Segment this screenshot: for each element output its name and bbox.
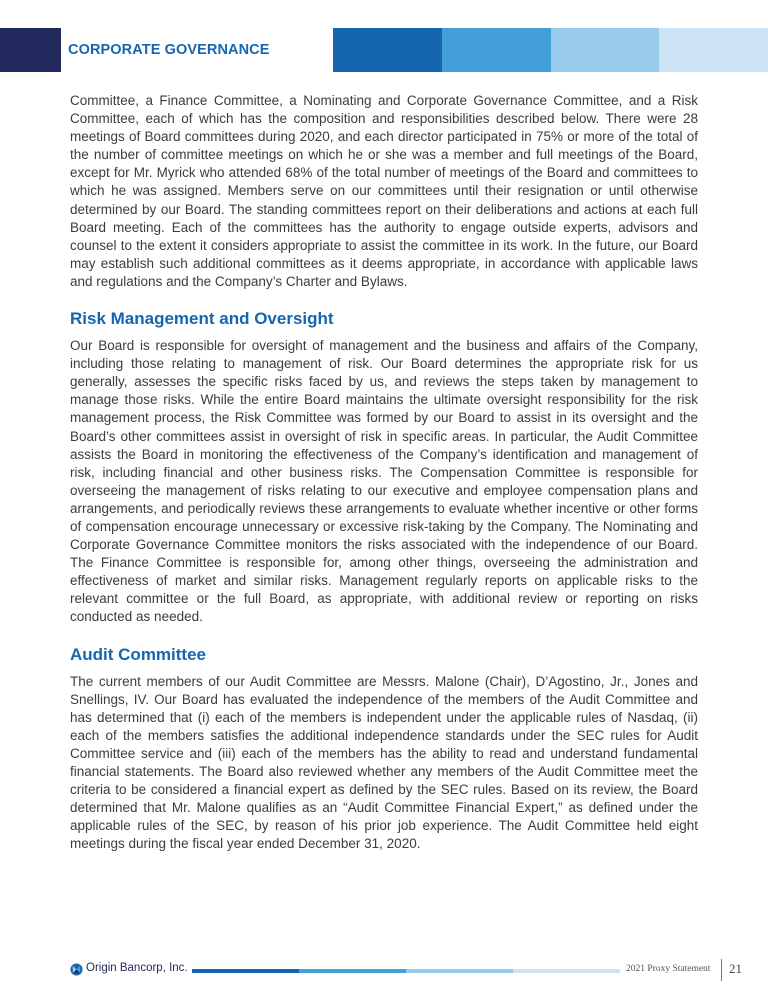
document-label: 2021 Proxy Statement: [626, 964, 711, 974]
header-band-3: [551, 28, 660, 72]
footer-divider: [721, 959, 722, 981]
page-footer: [0, 956, 768, 986]
section-title: CORPORATE GOVERNANCE: [68, 42, 270, 58]
heading-risk-management: Risk Management and Oversight: [70, 309, 334, 329]
footer-band-3: [406, 969, 513, 973]
footer-band-1: [192, 969, 299, 973]
origin-logo-icon: [70, 963, 83, 976]
header-accent-block: [0, 28, 61, 72]
footer-band-4: [513, 969, 620, 973]
audit-committee-paragraph: The current members of our Audit Committee are Messrs. Malone (Chair), D’Agostino, Jr., Jones and Snellings, IV. Our Board has evaluated the independence of the members of the Audit Committee and has determined that (i) each of the members is independent under the applicable rules of Nasdaq, (ii) each of the members satisfies the additional independence standards under the SEC rules for Audit Committee service and (iii) each of the members has the ability to read and understand fundamental financial statements. The Board also reviewed whether any members of the Audit Committee meet the criteria to be considered a financial expert as defined by the SEC rules. Based on its review, the Board determined that Mr. Malone qualifies as an “Audit Committee Financial Expert,” as defined under the applicable rules of the SEC, by reason of his prior job experience. The Audit Committee held eight meetings during the fiscal year ended December 31, 2020.: [70, 673, 698, 852]
footer-color-bands: [192, 969, 620, 973]
header-band-4: [659, 28, 768, 72]
page-number: 21: [729, 961, 742, 976]
footer-band-2: [299, 969, 406, 973]
header-band-2: [442, 28, 551, 72]
risk-management-paragraph: Our Board is responsible for oversight of management and the business and affairs of the Company, including those relating to management of risk. Our Board determines the appropriate risk for us generally, assesses the specific risks faced by us, and reviews the steps taken by management to manage those risks. While the entire Board maintains the ultimate oversight responsibility for the risk management process, the Risk Committee was formed by our Board to assist in its oversight and the Board’s other committees assist in oversight of risk in specific areas. In particular, the Audit Committee assists the Board in monitoring the effectiveness of the Company’s identification and management of risk, including financial and other business risks. The Compensation Committee is responsible for overseeing the management of risks relating to our executive and employee compensation plans and arrangements, and periodically reviews these arrangements to evaluate whether incentive or other forms of compensation encourage unnecessary or excessive risk-taking by the Company. The Nominating and Corporate Governance Committee monitors the risks associated with the independence of our Board. The Finance Committee is responsible for, among other things, overseeing the administration and effectiveness of market and similar risks. Management regularly reports on applicable risks to the relevant committee or the full Board, as appropriate, with additional review or reporting on risks conducted as needed.: [70, 338, 698, 625]
heading-audit-committee: Audit Committee: [70, 644, 206, 664]
header-color-bands: [333, 28, 768, 72]
page-content: [70, 92, 698, 853]
company-name: Origin Bancorp, Inc.: [86, 962, 188, 974]
header-band-1: [333, 28, 442, 72]
intro-paragraph: Committee, a Finance Committee, a Nominating and Corporate Governance Committee, and a Risk Committee, each of which has the composition and responsibilities described below. There were 28 meetings of Board committees during 2020, and each director participated in 75% or more of the total of the number of committee meetings on which he or she was a member and full meetings of the Board, except for Mr. Myrick who attended 68% of the total number of meetings of the Board and committees to which he was assigned. Members serve on our committees until their resignation or until otherwise determined by our Board. The standing committees report on their deliberations and actions at each full Board meeting. Each of the committees has the authority to engage outside experts, advisors and counsel to the extent it considers appropriate to assist the committee in its work. In the future, our Board may establish such additional committees as it deems appropriate, in accordance with applicable laws and regulations and the Company’s Charter and Bylaws.: [70, 93, 698, 289]
